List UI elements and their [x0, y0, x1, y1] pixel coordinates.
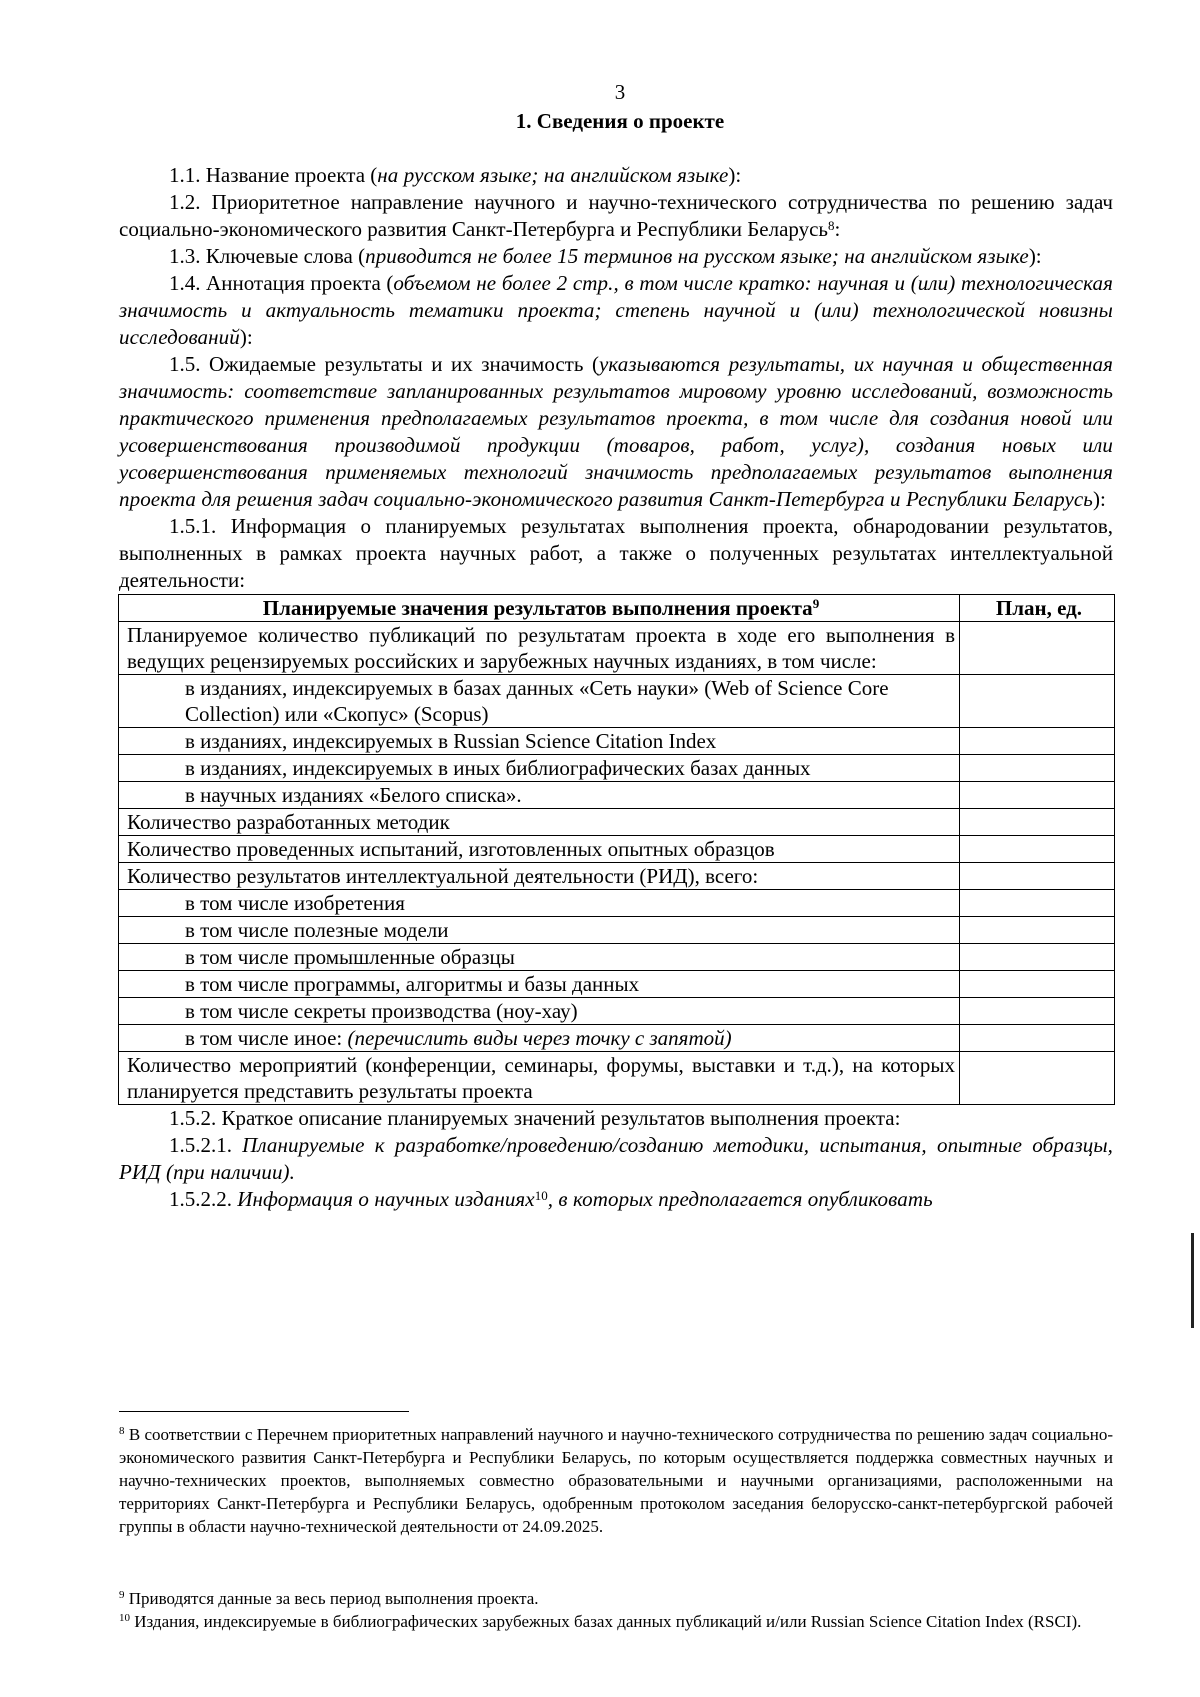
table-row	[119, 944, 1115, 971]
paragraph-1-3	[119, 243, 1113, 270]
plan-cell[interactable]	[960, 728, 1115, 755]
paragraph-end: :	[834, 217, 841, 241]
row-label: в научных изданиях «Белого списка».	[119, 782, 960, 809]
plan-cell[interactable]	[960, 1052, 1115, 1105]
paragraph-1-5	[119, 351, 1113, 513]
paragraph-text: 1.5. Ожидаемые результаты и их значимость (	[169, 352, 599, 376]
footnote-text: Издания, индексируемые в библиографических зарубежных базах данных публикаций и/или Russian Science Citation Index (RSCI).	[134, 1612, 1082, 1631]
row-label: в том числе изобретения	[119, 890, 960, 917]
paragraph-italic: приводится не более 15 терминов на русском языке; на английском языке	[365, 244, 1029, 268]
paragraph-italic: на русском языке; на английском языке	[377, 163, 729, 187]
footnote-ref-9[interactable]: 9	[812, 596, 820, 611]
footnote-mark: 8	[119, 1425, 125, 1437]
row-label: в изданиях, индексируемых в Russian Science Citation Index	[119, 728, 960, 755]
paragraph-1-1	[119, 162, 1113, 189]
paragraph-1-4	[119, 270, 1113, 351]
plan-cell[interactable]	[960, 971, 1115, 998]
plan-cell[interactable]	[960, 836, 1115, 863]
table-row	[119, 728, 1115, 755]
row-label: в изданиях, индексируемых в иных библиографических базах данных	[119, 755, 960, 782]
section-title: 1. Сведения о проекте	[515, 109, 725, 133]
row-label: Количество результатов интеллектуальной деятельности (РИД), всего:	[119, 863, 960, 890]
page-number: 3	[614, 80, 626, 104]
paragraph-number: 1.5.2.2.	[169, 1187, 232, 1211]
header-plan-units: План, ед.	[960, 595, 1115, 622]
table-row	[119, 1025, 1115, 1052]
table-row	[119, 1052, 1115, 1105]
table-header-row	[119, 595, 1115, 622]
plan-cell[interactable]	[960, 1025, 1115, 1052]
plan-cell[interactable]	[960, 622, 1115, 675]
row-label: в том числе промышленные образцы	[119, 944, 960, 971]
paragraph-end: ):	[1028, 244, 1042, 268]
paragraph-1-2	[119, 189, 1113, 243]
paragraph-text: 1.4. Аннотация проекта (	[169, 271, 394, 295]
table-row	[119, 998, 1115, 1025]
plan-cell[interactable]	[960, 782, 1115, 809]
paragraph-end: ):	[1092, 487, 1106, 511]
paragraph-italic: Информация о научных изданиях	[237, 1187, 535, 1211]
paragraph-italic: объемом не более 2 стр., в том числе кратко: научная и (или) технологическая значимость и актуальность тематики проекта; степень научной и (или) технологической новизны исследований	[119, 271, 1113, 349]
plan-cell[interactable]	[960, 890, 1115, 917]
footnote-mark: 9	[119, 1589, 125, 1601]
row-label: в том числе секреты производства (ноу-хау)	[119, 998, 960, 1025]
plan-cell[interactable]	[960, 998, 1115, 1025]
plan-cell[interactable]	[960, 863, 1115, 890]
row-label: Количество разработанных методик	[119, 809, 960, 836]
document-body	[119, 162, 1113, 1213]
row-label: в том числе полезные модели	[119, 917, 960, 944]
row-label: в том числе программы, алгоритмы и базы данных	[119, 971, 960, 998]
row-label: Количество мероприятий (конференции, семинары, форумы, выставки и т.д.), на которых планируется представить результаты проекта	[119, 1052, 960, 1105]
paragraph-1-5-2-2	[119, 1186, 1113, 1213]
table-row	[119, 622, 1115, 675]
table-row	[119, 890, 1115, 917]
plan-cell[interactable]	[960, 944, 1115, 971]
row-label: Планируемое количество публикаций по результатам проекта в ходе его выполнения в ведущих рецензируемых российских и зарубежных научных изданиях, в том числе:	[119, 622, 960, 675]
table-row	[119, 782, 1115, 809]
paragraph-1-5-1: 1.5.1. Информация о планируемых результатах выполнения проекта, обнародовании результатов, выполненных в рамках проекта научных работ, а также о полученных результатах интеллектуальной деятельности:	[119, 514, 1113, 592]
paragraph-italic: указываются результаты, их научная и общественная значимость: соответствие запланированных результатов мировому уровню исследований, возможность практического применения предполагаемых результатов проекта, в том числе для создания новой или усовершенствования производимой продукции (товаров, работ, услуг), создания новых или усовершенствования применяемых технологий значимость предполагаемых результатов выполнения проекта для решения задач социально-экономического развития Санкт-Петербурга и Республики Беларусь	[119, 352, 1113, 511]
paragraph-text: 1.2. Приоритетное направление научного и научно-технического сотрудничества по решению задач социально-экономического развития Санкт-Петербурга и Республики Беларусь	[119, 190, 1113, 241]
paragraph-italic: , в которых предполагается опубликовать	[547, 1187, 933, 1211]
row-label: в изданиях, индексируемых в базах данных «Сеть науки» (Web of Science Core Collection) или «Скопус» (Scopus)	[119, 675, 960, 728]
paragraph-1-5-2: 1.5.2. Краткое описание планируемых значений результатов выполнения проекта:	[169, 1106, 901, 1130]
header-text: Планируемые значения результатов выполнения проекта	[262, 596, 813, 620]
footnote-text: Приводятся данные за весь период выполнения проекта.	[128, 1589, 539, 1608]
row-label: Количество проведенных испытаний, изготовленных опытных образцов	[119, 836, 960, 863]
table-row	[119, 809, 1115, 836]
footnote-ref-10[interactable]: 10	[534, 1188, 548, 1203]
footnote-ref-8[interactable]: 8	[828, 218, 835, 233]
paragraph-text: 1.3. Ключевые слова (	[169, 244, 366, 268]
row-label-italic: (перечислить виды через точку с запятой)	[347, 1026, 732, 1050]
paragraph-1-5-2-1	[119, 1132, 1113, 1186]
table-row	[119, 863, 1115, 890]
plan-cell[interactable]	[960, 917, 1115, 944]
footnote-8	[119, 1423, 1113, 1538]
plan-cell[interactable]	[960, 809, 1115, 836]
footnote-mark: 10	[119, 1612, 130, 1624]
table-row	[119, 971, 1115, 998]
footnote-10	[119, 1610, 1113, 1633]
table-row	[119, 755, 1115, 782]
paragraph-text: 1.1. Название проекта (	[169, 163, 378, 187]
plan-cell[interactable]	[960, 755, 1115, 782]
results-table	[118, 594, 1115, 1105]
paragraph-italic: Планируемые к разработке/проведению/созданию методики, испытания, опытные образцы, РИД (при наличии).	[119, 1133, 1114, 1184]
paragraph-number: 1.5.2.1.	[169, 1133, 232, 1157]
table-row	[119, 836, 1115, 863]
row-label-text: в том числе иное:	[185, 1026, 348, 1050]
header-planned-values	[119, 595, 960, 622]
footnote-text: В соответствии с Перечнем приоритетных направлений научного и научно-технического сотрудничества по решению задач социально-экономического развития Санкт-Петербурга и Республики Беларусь, по которым осуществляется поддержка совместных научных и научно-технических проектов, выполняемых совместно образовательными и научными организациями, расположенными на территориях Санкт-Петербурга и Республики Беларусь, одобренным протоколом заседания белорусско-санкт-петербургской рабочей группы в области научно-технической деятельности от 24.09.2025.	[119, 1425, 1113, 1536]
table-row	[119, 917, 1115, 944]
footnote-separator	[119, 1411, 409, 1412]
table-row	[119, 675, 1115, 728]
footnote-9	[119, 1587, 1113, 1610]
row-label	[119, 1025, 960, 1052]
paragraph-end: ):	[239, 325, 253, 349]
paragraph-end: ):	[728, 163, 742, 187]
scan-margin-mark	[1191, 1233, 1194, 1328]
plan-cell[interactable]	[960, 675, 1115, 728]
